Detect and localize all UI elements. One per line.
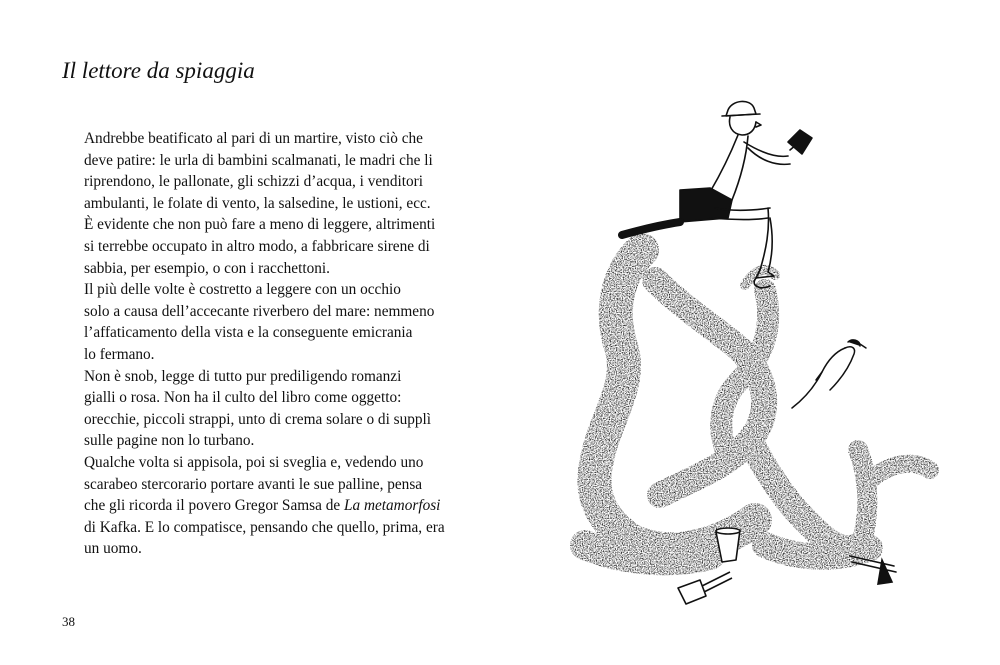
paragraph (62, 452, 452, 560)
text-line: ambulanti, le folate di vento, la salsedine, le ustioni, ecc. (84, 194, 431, 212)
text-line: un uomo. (84, 540, 142, 558)
paragraph (62, 279, 452, 365)
chapter-title: Il lettore da spiaggia (62, 58, 255, 83)
text-line: si terrebbe occupato in altro modo, a fabbricare sirene di (84, 237, 430, 255)
text-line: solo a causa dell’accecante riverbero del mare: nemmeno (84, 302, 435, 320)
text-line: riprendono, le pallonate, gli schizzi d’acqua, i venditori (84, 173, 423, 191)
text-line: lo fermano. (84, 345, 155, 363)
text-line: Il più delle volte è costretto a leggere con un occhio (84, 281, 401, 299)
text-line: gialli o rosa. Non ha il culto del libro come oggetto: (84, 389, 402, 407)
text-line-segment: che gli ricorda il povero Gregor Samsa de (84, 497, 344, 515)
rock-shape (585, 250, 930, 560)
page-number: 38 (62, 614, 75, 629)
paragraph (62, 128, 452, 279)
text-line: Non è snob, legge di tutto pur prediligendo romanzi (84, 367, 402, 385)
toy-shovel (678, 572, 732, 604)
text-line: l’affaticamento della vista e la conseguente emicrania (84, 324, 413, 342)
text-line: orecchie, piccoli strappi, unto di crema solare o di supplì (84, 410, 432, 428)
text-line: Andrebbe beatificato al pari di un martire, visto ciò che (84, 130, 423, 147)
text-line: sabbia, per esempio, o con i racchettoni. (84, 259, 330, 277)
text-line: sulle pagine non lo turbano. (84, 432, 255, 450)
text-line: È evidente che non può fare a meno di leggere, altrimenti (84, 216, 436, 234)
body-text (62, 128, 452, 560)
text-line: di Kafka. E lo compatisce, pensando che quello, prima, era (84, 518, 445, 536)
text-line (62, 495, 452, 517)
beach-reader-illustration (560, 90, 940, 620)
text-line: Qualche volta si appisola, poi si sveglia e, vedendo uno (84, 453, 424, 471)
bird (792, 340, 866, 408)
book-title-italic: La metamorfosi (343, 497, 441, 515)
text-line: scarabeo stercorario portare avanti le sue palline, pensa (84, 475, 423, 493)
text-line: deve patire: le urla di bambini scalmanati, le madri che li (84, 151, 433, 169)
paragraph (62, 366, 452, 452)
